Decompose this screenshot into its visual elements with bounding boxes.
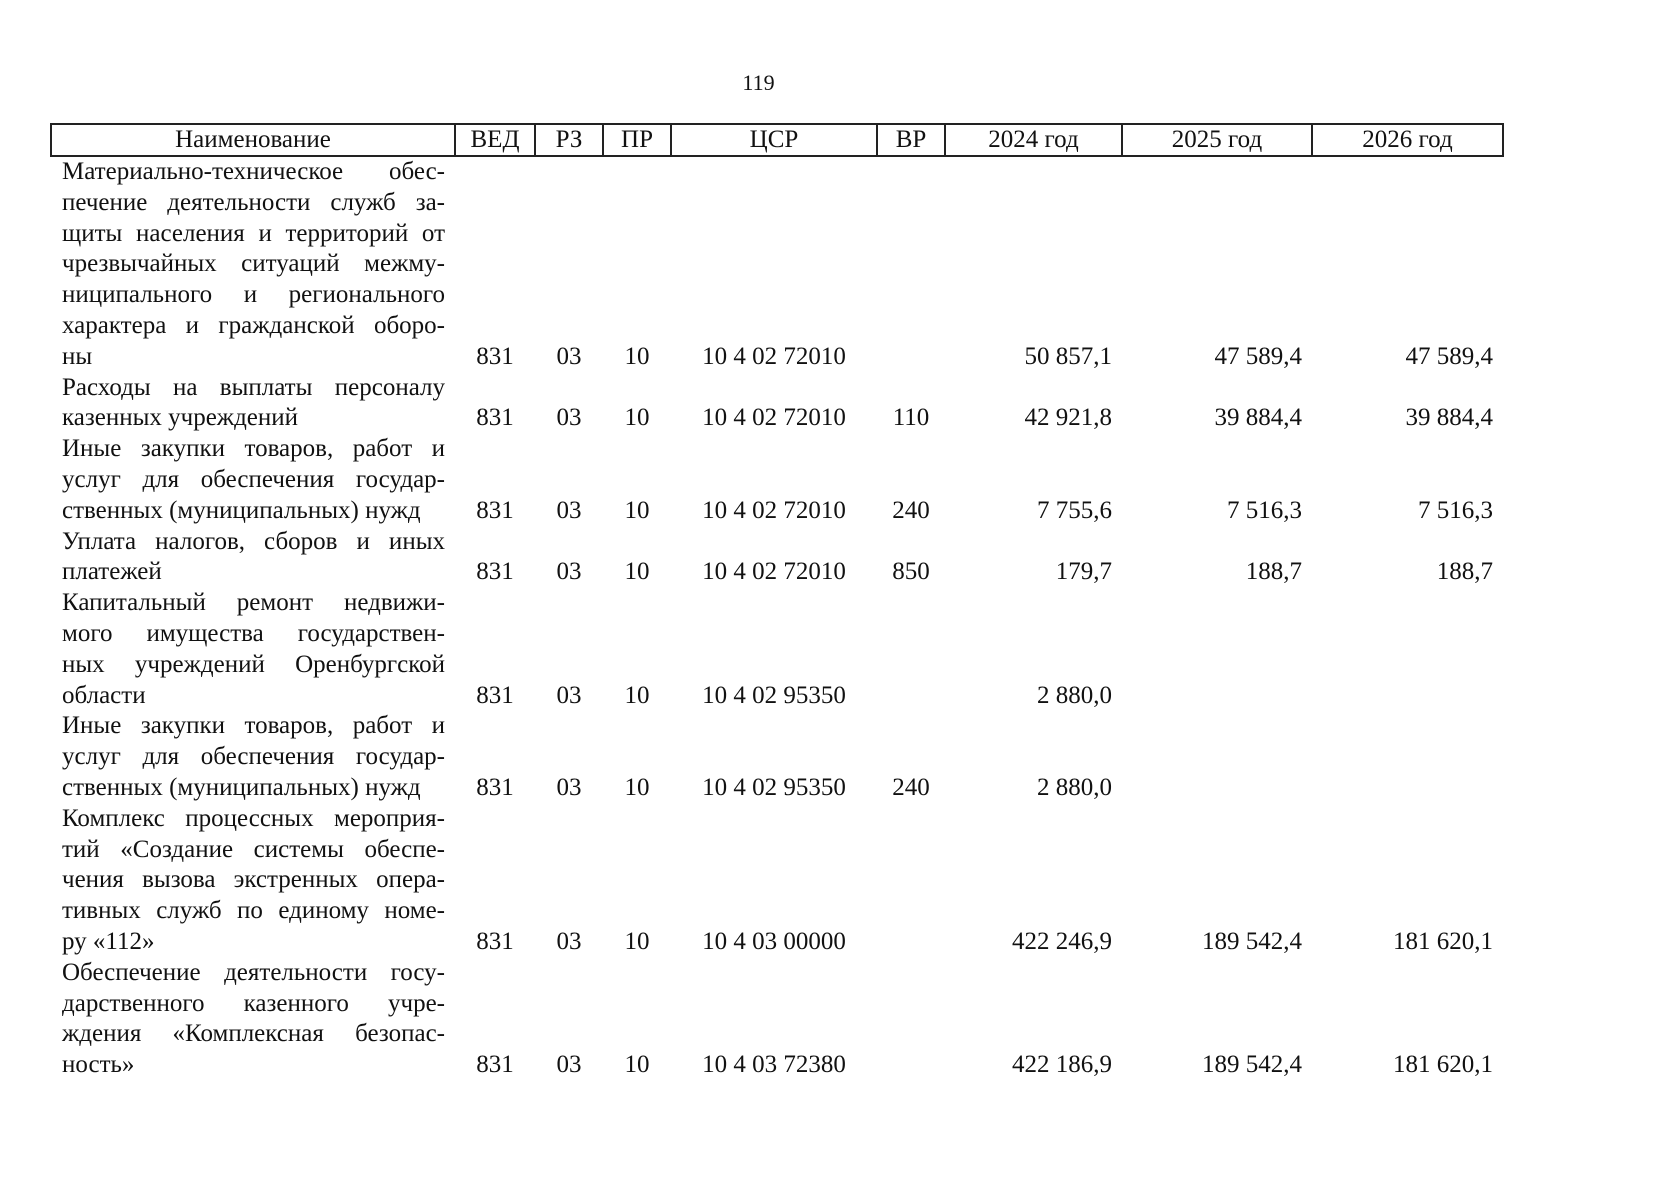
name-line: Обеспечение деятельности госу- bbox=[62, 958, 445, 986]
cell-2024: 2 880,0 bbox=[1037, 773, 1112, 801]
cell-2024: 422 186,9 bbox=[1012, 1051, 1112, 1079]
cell-name bbox=[51, 156, 455, 373]
cell-csr: 10 4 03 72380 bbox=[702, 1051, 846, 1079]
name-line: Расходы на выплаты персоналу bbox=[62, 373, 445, 401]
name-line: печение деятельности служб за- bbox=[62, 188, 445, 216]
cell-vr bbox=[877, 804, 945, 958]
cell-2025: 47 589,4 bbox=[1214, 342, 1302, 370]
name-line: щиты населения и территорий от bbox=[62, 219, 445, 247]
page-number: 119 bbox=[742, 70, 775, 95]
cell-name bbox=[51, 958, 455, 1081]
cell-ved: 831 bbox=[476, 773, 514, 801]
cell-pr: 10 bbox=[624, 342, 650, 370]
cell-csr: 10 4 03 00000 bbox=[702, 927, 846, 955]
cell-rz: 03 bbox=[556, 1051, 582, 1079]
cell-pr: 10 bbox=[624, 681, 650, 709]
name-line: дарственного казенного учре- bbox=[62, 989, 445, 1017]
cell-csr: 10 4 02 72010 bbox=[702, 558, 846, 586]
cell-csr: 10 4 02 72010 bbox=[702, 342, 846, 370]
cell-rz: 03 bbox=[556, 681, 582, 709]
cell-2025 bbox=[1122, 588, 1312, 711]
cell-2024: 2 880,0 bbox=[1037, 681, 1112, 709]
cell-2026: 188,7 bbox=[1436, 558, 1493, 586]
cell-csr: 10 4 02 72010 bbox=[702, 496, 846, 524]
table-row bbox=[51, 156, 1503, 373]
table-header-row bbox=[51, 124, 1503, 156]
header-rz: РЗ bbox=[535, 124, 603, 156]
cell-pr: 10 bbox=[624, 496, 650, 524]
cell-2025: 7 516,3 bbox=[1227, 496, 1302, 524]
cell-name bbox=[51, 373, 455, 435]
header-2024: 2024 год bbox=[945, 124, 1122, 156]
cell-vr: 240 bbox=[892, 773, 930, 801]
name-line: Комплекс процессных мероприя- bbox=[62, 804, 445, 832]
header-pr: ПР bbox=[603, 124, 671, 156]
cell-vr bbox=[877, 156, 945, 373]
cell-2025: 39 884,4 bbox=[1214, 404, 1302, 432]
cell-pr: 10 bbox=[624, 927, 650, 955]
header-ved: ВЕД bbox=[455, 124, 535, 156]
cell-name bbox=[51, 434, 455, 526]
name-line: услуг для обеспечения государ- bbox=[62, 465, 445, 493]
name-line: тий «Создание системы обеспе- bbox=[62, 835, 445, 863]
header-vr: ВР bbox=[877, 124, 945, 156]
cell-csr: 10 4 02 95350 bbox=[702, 773, 846, 801]
name-line: Капитальный ремонт недвижи- bbox=[62, 589, 445, 617]
cell-2024: 42 921,8 bbox=[1024, 404, 1112, 432]
table-row bbox=[51, 527, 1503, 589]
name-line: Материально-техническое обес- bbox=[62, 158, 445, 185]
name-line: мого имущества государствен- bbox=[62, 619, 445, 647]
cell-2026: 181 620,1 bbox=[1393, 1051, 1493, 1079]
cell-ved: 831 bbox=[476, 404, 514, 432]
cell-csr: 10 4 02 72010 bbox=[702, 404, 846, 432]
cell-vr: 110 bbox=[892, 404, 930, 432]
cell-rz: 03 bbox=[556, 927, 582, 955]
cell-2025: 188,7 bbox=[1245, 558, 1302, 586]
header-csr: ЦСР bbox=[671, 124, 877, 156]
cell-vr: 240 bbox=[892, 496, 930, 524]
cell-ved: 831 bbox=[476, 558, 514, 586]
header-2025: 2025 год bbox=[1122, 124, 1312, 156]
name-line: Иные закупки товаров, работ и bbox=[62, 712, 445, 740]
name-line: ны bbox=[62, 342, 93, 370]
table-row bbox=[51, 958, 1503, 1081]
cell-2026: 181 620,1 bbox=[1393, 927, 1493, 955]
name-line: чения вызова экстренных опера- bbox=[62, 866, 445, 894]
cell-name bbox=[51, 588, 455, 711]
name-line: Уплата налогов, сборов и иных bbox=[62, 527, 445, 555]
cell-2026 bbox=[1312, 711, 1503, 803]
cell-ved: 831 bbox=[476, 927, 514, 955]
budget-table bbox=[50, 123, 1504, 1081]
cell-pr: 10 bbox=[624, 1051, 650, 1079]
header-2026: 2026 год bbox=[1312, 124, 1503, 156]
cell-ved: 831 bbox=[476, 496, 514, 524]
name-line: ственных (муниципальных) нужд bbox=[62, 773, 421, 801]
cell-2024: 7 755,6 bbox=[1037, 496, 1112, 524]
name-line: ру «112» bbox=[62, 927, 155, 955]
name-line: платежей bbox=[62, 558, 162, 586]
cell-2025: 189 542,4 bbox=[1202, 1051, 1302, 1079]
cell-2024: 422 246,9 bbox=[1012, 927, 1112, 955]
table-row bbox=[51, 711, 1503, 803]
cell-rz: 03 bbox=[556, 496, 582, 524]
name-line: ность» bbox=[62, 1051, 135, 1079]
name-line: чрезвычайных ситуаций межму- bbox=[62, 250, 445, 278]
cell-rz: 03 bbox=[556, 558, 582, 586]
cell-vr bbox=[877, 588, 945, 711]
table-row bbox=[51, 588, 1503, 711]
name-line: Иные закупки товаров, работ и bbox=[62, 435, 445, 463]
name-line: области bbox=[62, 681, 146, 709]
cell-csr: 10 4 02 95350 bbox=[702, 681, 846, 709]
cell-2026: 39 884,4 bbox=[1405, 404, 1493, 432]
cell-name bbox=[51, 527, 455, 589]
header-name: Наименование bbox=[51, 124, 455, 156]
name-line: тивных служб по единому номе- bbox=[62, 897, 445, 925]
cell-ved: 831 bbox=[476, 681, 514, 709]
cell-vr bbox=[877, 958, 945, 1081]
cell-rz: 03 bbox=[556, 404, 582, 432]
table-row bbox=[51, 373, 1503, 435]
cell-pr: 10 bbox=[624, 773, 650, 801]
name-line: казенных учреждений bbox=[62, 404, 299, 432]
cell-vr: 850 bbox=[892, 558, 930, 586]
cell-2026 bbox=[1312, 588, 1503, 711]
name-line: услуг для обеспечения государ- bbox=[62, 743, 445, 771]
name-line: характера и гражданской оборо- bbox=[62, 311, 445, 339]
cell-2025: 189 542,4 bbox=[1202, 927, 1302, 955]
cell-pr: 10 bbox=[624, 404, 650, 432]
name-line: ственных (муниципальных) нужд bbox=[62, 496, 421, 524]
name-line: ниципального и регионального bbox=[62, 281, 445, 309]
table-row bbox=[51, 434, 1503, 526]
cell-2026: 47 589,4 bbox=[1405, 342, 1493, 370]
name-line: ждения «Комплексная безопас- bbox=[62, 1020, 445, 1048]
name-line: ных учреждений Оренбургской bbox=[62, 650, 445, 678]
cell-name bbox=[51, 711, 455, 803]
cell-2024: 50 857,1 bbox=[1024, 342, 1112, 370]
cell-pr: 10 bbox=[624, 558, 650, 586]
cell-2026: 7 516,3 bbox=[1418, 496, 1493, 524]
cell-2024: 179,7 bbox=[1055, 558, 1112, 586]
cell-rz: 03 bbox=[556, 773, 582, 801]
cell-ved: 831 bbox=[476, 342, 514, 370]
cell-ved: 831 bbox=[476, 1051, 514, 1079]
table-row bbox=[51, 804, 1503, 958]
cell-2025 bbox=[1122, 711, 1312, 803]
cell-rz: 03 bbox=[556, 342, 582, 370]
cell-name bbox=[51, 804, 455, 958]
